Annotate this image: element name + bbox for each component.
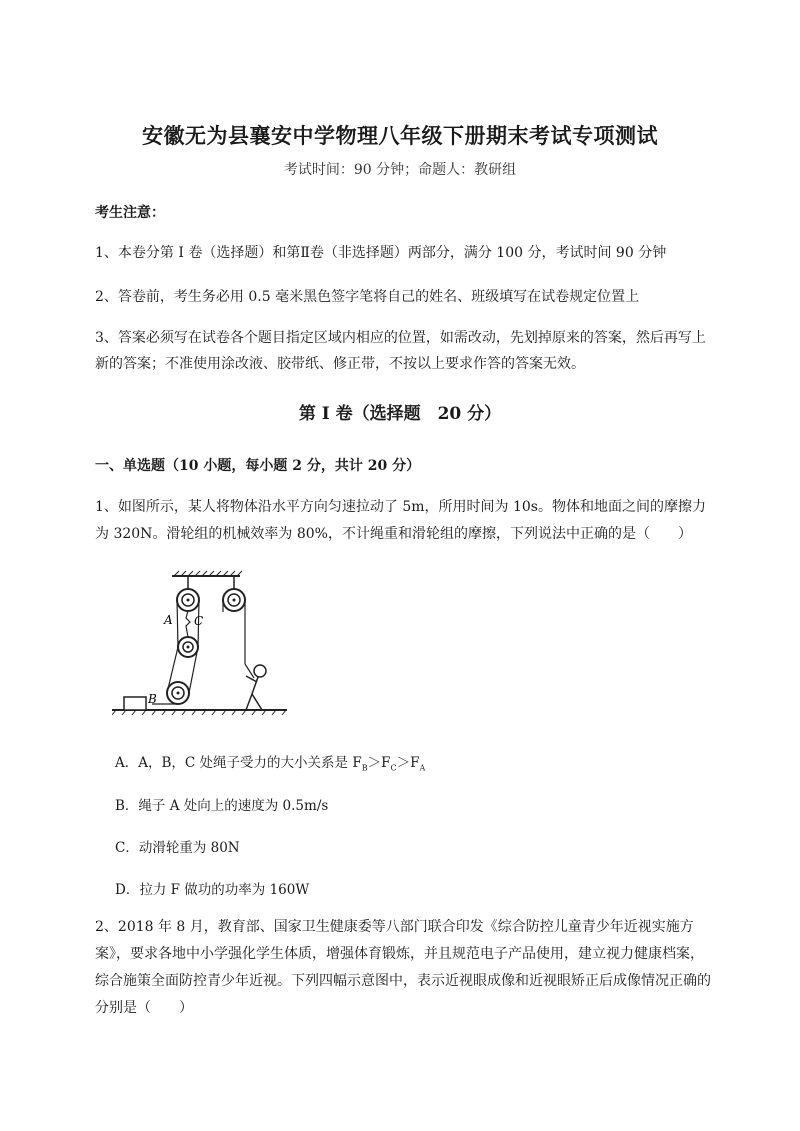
subscript-a: A [419,763,426,773]
notice-item-2: 2、答卷前，考生务必用 0.5 毫米黑色签字笔将自己的姓名、班级填写在试卷规定位置上 [95,289,640,305]
notice-item-3: 3、答案必须写在试卷各个题目指定区域内相应的位置，如需改动，先划掉原来的答案，然后再写上新的答案；不准使用涂改液、胶带纸、修正带，不按以上要求作答的答案无效。 [95,330,706,372]
pulley-bottom [167,682,189,704]
pulley-diagram-svg [112,560,292,720]
label-a: A [164,613,173,627]
label-b: B [148,692,157,706]
person-figure [246,665,266,710]
question-1-option-b[interactable]: B．绳子 A 处向上的速度为 0.5m/s [115,798,329,814]
notice-heading: 考生注意： [95,205,165,221]
option-a-text: A．A，B，C 处绳子受力的大小关系是 F [115,755,362,771]
label-c: C [194,614,204,628]
fixed-pulley-left [177,589,199,611]
option-a-gt2: ＞F [396,755,420,771]
movable-pulley-middle [178,637,198,657]
subscript-c: C [390,763,397,773]
question-1-option-a[interactable] [115,751,425,773]
part-heading: 一、单选题（10 小题，每小题 2 分，共计 20 分） [95,458,421,474]
pulley-diagram [112,560,292,724]
question-1-option-c[interactable]: C．动滑轮重为 80N [115,840,240,856]
block [124,697,146,710]
notice-item-1: 1、本卷分第 I 卷（选择题）和第Ⅱ卷（非选择题）两部分，满分 100 分，考试时间 90 分钟 [95,245,667,261]
question-1-option-d[interactable]: D．拉力 F 做功的功率为 160W [115,882,310,898]
question-1-stem: 1、如图所示，某人将物体沿水平方向匀速拉动了 5m，所用时间为 10s。物体和地面之间的摩擦力为 320N。滑轮组的机械效率为 80%，不计绳重和滑轮组的摩擦，下列说法中正确的是（ ） [95,499,706,542]
subscript-b: B [361,763,368,773]
fixed-pulley-right [223,589,245,611]
exam-info: 考试时间：90 分钟；命题人：教研组 [283,162,517,178]
section-title: 第 I 卷（选择题 20 分） [298,404,502,424]
page-title: 安徽无为县襄安中学物理八年级下册期末考试专项测试 [142,123,658,148]
question-2-stem: 2、2018 年 8 月，教育部、国家卫生健康委等八部门联合印发《综合防控儿童青少年近视实施方案》，要求各地中小学强化学生体质，增强体育锻炼，并且规范电子产品使用，建立视力健康档案，综合施策全面防控青少年近视。下列四幅示意图中，表示近视眼成像和近视眼矫正后成像情况正确的分别是（ ） [95,919,711,1016]
option-a-gt1: ＞F [367,755,391,771]
